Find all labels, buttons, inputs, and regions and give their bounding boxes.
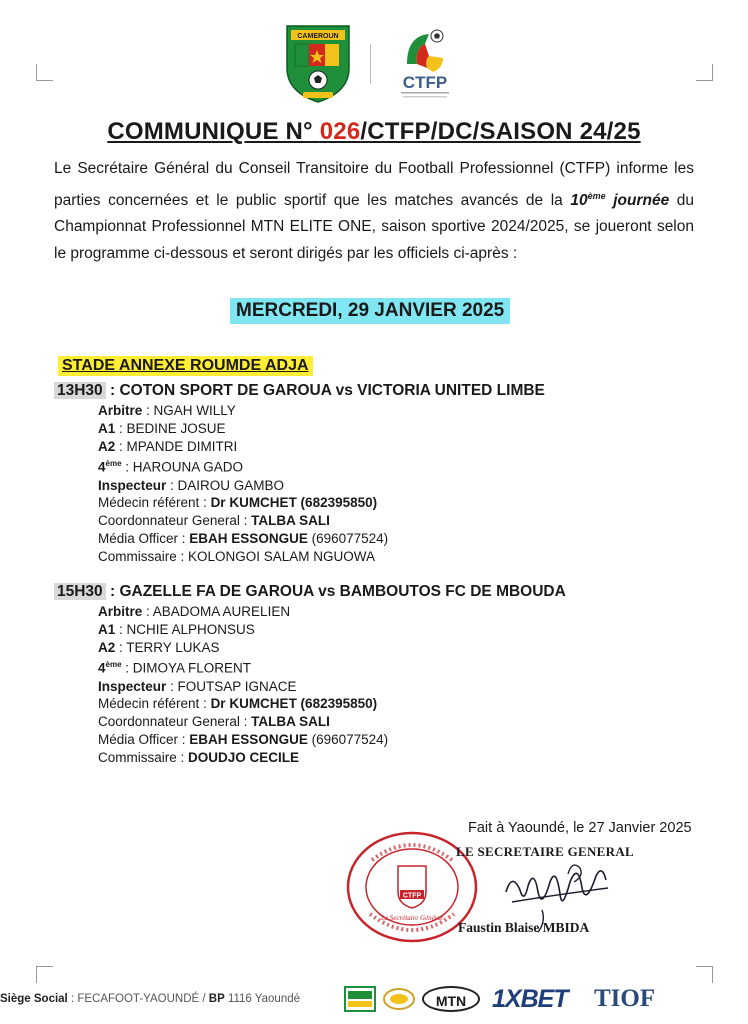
corner-mark-bottom-left bbox=[36, 966, 53, 983]
official-row-fourth: 4ème : DIMOYA FLORENT bbox=[98, 660, 252, 676]
match-1-fixture: : COTON SPORT DE GAROUA vs VICTORIA UNITED LIMBE bbox=[105, 382, 545, 399]
official-row-media: Média Officer : EBAH ESSONGUE (696077524) bbox=[98, 732, 389, 748]
match-2-officials bbox=[98, 603, 388, 767]
official-row-arbitre: Arbitre : NGAH WILLY bbox=[98, 403, 236, 418]
title-number: 026 bbox=[319, 118, 361, 145]
official-row-fourth: 4ème : HAROUNA GADO bbox=[98, 459, 244, 475]
intro-ordinal: 10ème journée bbox=[570, 190, 670, 209]
stamp-text: Le Secrétaire Général bbox=[381, 914, 443, 922]
official-row-a2: A2 : MPANDE DIMITRI bbox=[98, 438, 238, 454]
stamp-logo-text: CTFP bbox=[402, 892, 422, 900]
mtn-elite-one-sponsor-logo bbox=[344, 986, 376, 1012]
1xbet-sponsor-logo: 1XBET bbox=[492, 985, 568, 1013]
cameroon-logo-text: CAMEROUN bbox=[297, 33, 339, 40]
official-row-media: Média Officer : EBAH ESSONGUE (696077524) bbox=[98, 531, 389, 547]
corner-mark-bottom-right bbox=[696, 966, 713, 983]
intro-part1: Le Secrétaire Général du Conseil Transitoire du Football Professionnel (CTFP) informe les parties concernées et le public sportif que les matches avancés de la bbox=[54, 160, 694, 209]
match-1-time: 13H30 bbox=[54, 382, 106, 399]
official-row-commissaire: Commissaire : KOLONGOI SALAM NGUOWA bbox=[98, 548, 376, 564]
date-banner: MERCREDI, 29 JANVIER 2025 bbox=[230, 298, 510, 324]
official-row-medecin: Médecin référent : Dr KUMCHET (682395850) bbox=[98, 696, 378, 712]
official-row-a1: A1 : BEDINE JOSUE bbox=[98, 420, 226, 436]
official-row-a2: A2 : TERRY LUKAS bbox=[98, 639, 220, 655]
match-2-time: 15H30 bbox=[54, 583, 106, 600]
intro-part2: du Championnat Professionnel MTN ELITE ONE, saison sportive 2024/2025, se joueront selon le programme ci-dessous et seront dirigés par les officiels ci-après : bbox=[54, 191, 694, 262]
mtn-oval-sponsor-logo bbox=[382, 986, 416, 1012]
match-2-heading bbox=[54, 583, 566, 601]
official-row-commissaire: Commissaire : DOUDJO CECILE bbox=[98, 749, 300, 765]
official-row-medecin: Médecin référent : Dr KUMCHET (682395850) bbox=[98, 495, 378, 511]
ctfp-logo-text: CTFP bbox=[402, 73, 448, 92]
cameroon-federation-logo bbox=[283, 22, 353, 106]
signatory-name: Faustin Blaise MBIDA bbox=[458, 920, 590, 935]
match-1-officials bbox=[98, 402, 388, 566]
signatory-title: LE SECRETAIRE GENERAL bbox=[456, 844, 634, 859]
official-row-coordonnateur: Coordonnateur General : TALBA SALI bbox=[98, 513, 330, 529]
official-row-arbitre: Arbitre : ABADOMA AURELIEN bbox=[98, 604, 291, 619]
match-2-fixture: : GAZELLE FA DE GAROUA vs BAMBOUTOS FC DE MBOUDA bbox=[105, 583, 566, 600]
header-divider bbox=[370, 44, 371, 84]
corner-mark-top-left bbox=[36, 64, 53, 81]
ctfp-logo bbox=[385, 22, 465, 106]
tiof-sponsor-logo: TIOF bbox=[594, 985, 656, 1012]
footer-address: Siège Social : FECAFOOT-YAOUNDÉ / BP 1116 Yaoundé bbox=[0, 993, 300, 1005]
official-row-coordonnateur: Coordonnateur General : TALBA SALI bbox=[98, 714, 330, 730]
match-1-heading bbox=[54, 382, 545, 400]
official-row-inspecteur: Inspecteur : FOUTSAP IGNACE bbox=[98, 678, 297, 694]
title-suffix: /CTFP/DC/SAISON 24/25 bbox=[360, 118, 641, 145]
mtn-sponsor-logo: MTN bbox=[422, 986, 480, 1012]
official-row-a1: A1 : NCHIE ALPHONSUS bbox=[98, 621, 255, 637]
intro-paragraph bbox=[54, 156, 694, 267]
official-row-inspecteur: Inspecteur : DAIROU GAMBO bbox=[98, 477, 285, 493]
communique-title bbox=[0, 118, 748, 146]
place-and-date: Fait à Yaoundé, le 27 Janvier 2025 bbox=[468, 820, 692, 836]
title-prefix: COMMUNIQUE N° bbox=[107, 118, 320, 145]
venue-label: STADE ANNEXE ROUMDE ADJA bbox=[58, 356, 313, 376]
corner-mark-top-right bbox=[696, 64, 713, 81]
